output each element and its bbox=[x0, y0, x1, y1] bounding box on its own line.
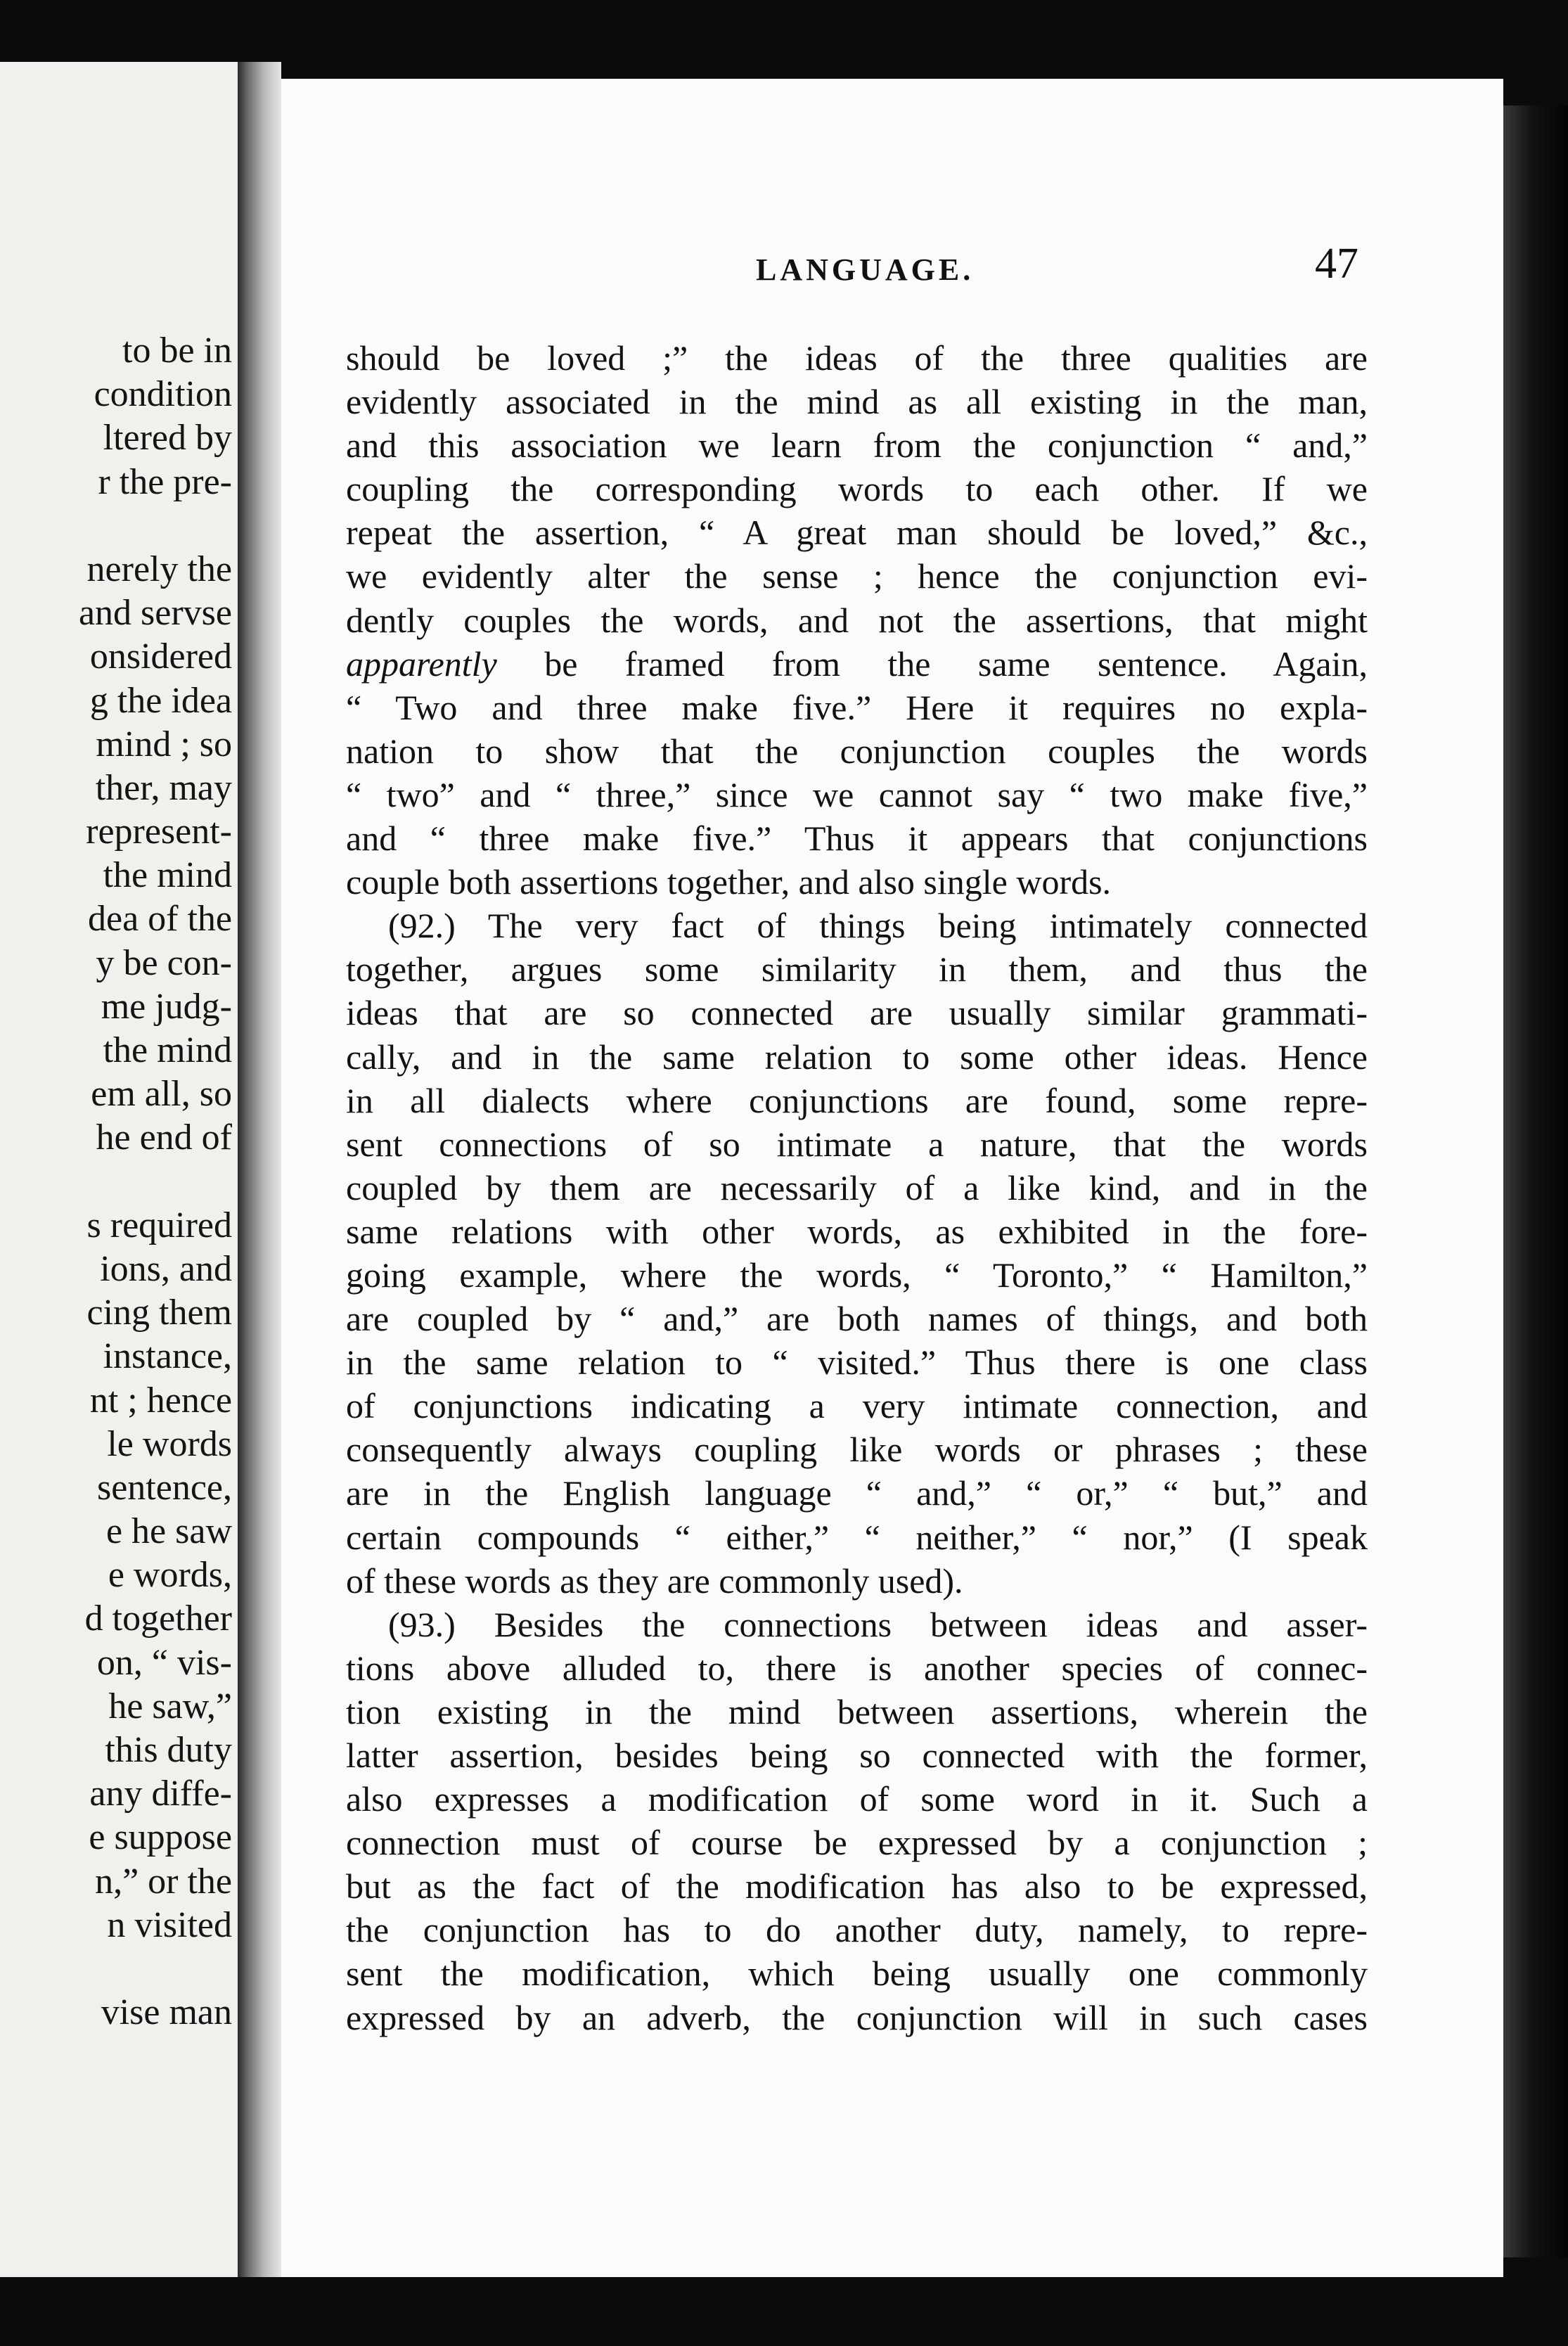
text-line: of these words as they are commonly used). bbox=[346, 1560, 963, 1601]
text-line: should be loved ;” the ideas of the three qualities are bbox=[346, 338, 1368, 378]
facing-page-line: the mind bbox=[103, 1030, 232, 1070]
text-line: dently couples the words, and not the assertions, that might bbox=[346, 600, 1368, 640]
text-line: same relations with other words, as exhibited in the fore- bbox=[346, 1211, 1368, 1251]
text-line: ideas that are so connected are usually similar grammati- bbox=[346, 993, 1368, 1033]
text-line: connection must of course be expressed by a conjunction ; bbox=[346, 1823, 1368, 1863]
facing-page-line: s required bbox=[86, 1205, 232, 1245]
facing-page-line: to be in bbox=[122, 331, 232, 371]
facing-page-line: on, “ vis- bbox=[96, 1642, 232, 1683]
book-gutter bbox=[238, 62, 281, 2277]
page-number: 47 bbox=[1315, 240, 1358, 288]
facing-page-line: he end of bbox=[96, 1117, 232, 1158]
text-line: together, argues some similarity in them, and thus the bbox=[346, 949, 1368, 989]
facing-page-line: le words bbox=[107, 1423, 232, 1464]
facing-page-line: condition bbox=[94, 374, 232, 415]
text-line: and this association we learn from the conjunction “ and,” bbox=[346, 425, 1368, 466]
line-text: be framed from the same sentence. Again, bbox=[496, 643, 1368, 684]
facing-page-text bbox=[0, 329, 232, 2034]
facing-page-line: d together bbox=[84, 1598, 232, 1639]
text-line: (93.) Besides the connections between ideas and asser- bbox=[388, 1604, 1368, 1644]
text-line: coupling the corresponding words to each other. If we bbox=[346, 469, 1368, 509]
text-line: “ two” and “ three,” since we cannot say “ two make five,” bbox=[346, 774, 1368, 814]
facing-page-line: vise man bbox=[101, 1992, 232, 2033]
text-line: going example, where the words, “ Toronto,” “ Hamilton,” bbox=[346, 1255, 1368, 1295]
text-line: but as the fact of the modification has also to be expressed, bbox=[346, 1866, 1368, 1906]
text-line: tion existing in the mind between assertions, wherein the bbox=[346, 1691, 1368, 1731]
facing-page-line: g the idea bbox=[89, 680, 232, 721]
facing-page-line: and servse bbox=[78, 593, 232, 634]
facing-page-line: the mind bbox=[103, 855, 232, 896]
text-line: expressed by an adverb, the conjunction will in such cases bbox=[346, 1997, 1368, 2037]
text-line: sent the modification, which being usually one commonly bbox=[346, 1954, 1368, 1994]
facing-page-line: any diffe- bbox=[89, 1774, 232, 1814]
facing-page bbox=[0, 62, 238, 2277]
facing-page-line: instance, bbox=[103, 1336, 232, 1377]
facing-page-line bbox=[0, 504, 232, 548]
facing-page-line: ltered by bbox=[103, 418, 232, 459]
text-line bbox=[346, 642, 1368, 686]
facing-page-line: y be con- bbox=[96, 942, 232, 983]
facing-page-line: mind ; so bbox=[96, 724, 232, 764]
text-line: are coupled by “ and,” are both names of things, and both bbox=[346, 1299, 1368, 1339]
text-line: couple both assertions together, and also single words. bbox=[346, 862, 1112, 902]
facing-page-line: ther, may bbox=[95, 767, 232, 808]
text-line: in all dialects where conjunctions are found, some repre- bbox=[346, 1080, 1368, 1120]
text-line: and “ three make five.” Thus it appears that conjunctions bbox=[346, 819, 1368, 859]
facing-page-line: e words, bbox=[108, 1555, 232, 1596]
text-line: latter assertion, besides being so connected with the former, bbox=[346, 1736, 1368, 1775]
facing-page-line bbox=[0, 1947, 232, 1991]
facing-page-line bbox=[0, 1160, 232, 1204]
text-line: of conjunctions indicating a very intimate connection, and bbox=[346, 1386, 1368, 1426]
text-line: (92.) The very fact of things being intimately connected bbox=[388, 906, 1368, 946]
text-line: the conjunction has to do another duty, namely, to repre- bbox=[346, 1910, 1368, 1950]
facing-page-line: onsidered bbox=[89, 636, 232, 677]
facing-page-line: n visited bbox=[107, 1904, 232, 1945]
text-line: are in the English language “ and,” “ or,” “ but,” and bbox=[346, 1473, 1368, 1513]
text-line: also expresses a modification of some word in it. Such a bbox=[346, 1779, 1368, 1819]
text-line: tions above alluded to, there is another species of connec- bbox=[346, 1648, 1368, 1688]
text-line: we evidently alter the sense ; hence the conjunction evi- bbox=[346, 556, 1368, 596]
facing-page-line: represent- bbox=[86, 812, 232, 852]
text-line: in the same relation to “ visited.” Thus there is one class bbox=[346, 1342, 1368, 1383]
facing-page-line: ions, and bbox=[100, 1248, 232, 1289]
body-text bbox=[346, 336, 1368, 2039]
facing-page-line: he saw,” bbox=[108, 1686, 232, 1726]
page-edge bbox=[1503, 105, 1568, 2257]
text-line: nation to show that the conjunction couples the words bbox=[346, 731, 1368, 771]
italic-word: apparently bbox=[346, 643, 497, 684]
text-line: consequently always coupling like words or phrases ; these bbox=[346, 1430, 1368, 1470]
text-line: certain compounds “ either,” “ neither,” “ nor,” (I speak bbox=[346, 1517, 1368, 1557]
facing-page-line: em all, so bbox=[91, 1074, 232, 1115]
facing-page-line: r the pre- bbox=[98, 461, 232, 502]
facing-page-line: nt ; hence bbox=[89, 1380, 232, 1421]
facing-page-line: e suppose bbox=[89, 1817, 232, 1858]
facing-page-line: sentence, bbox=[96, 1467, 232, 1508]
facing-page-line: nerely the bbox=[86, 549, 232, 589]
text-line: cally, and in the same relation to some other ideas. Hence bbox=[346, 1037, 1368, 1077]
text-line: repeat the assertion, “ A great man should be loved,” &c., bbox=[346, 513, 1368, 553]
facing-page-line: e he saw bbox=[105, 1511, 232, 1552]
facing-page-line: this duty bbox=[105, 1730, 232, 1770]
facing-page-line: dea of the bbox=[87, 899, 232, 940]
facing-page-line: n,” or the bbox=[95, 1861, 232, 1902]
text-line: sent connections of so intimate a nature, that the words bbox=[346, 1124, 1368, 1164]
text-line: evidently associated in the mind as all existing in the man, bbox=[346, 382, 1368, 422]
text-line: coupled by them are necessarily of a like kind, and in the bbox=[346, 1167, 1368, 1207]
facing-page-line: cing them bbox=[86, 1293, 232, 1333]
facing-page-line: me judg- bbox=[101, 986, 232, 1027]
text-line: “ Two and three make five.” Here it requires no expla- bbox=[346, 687, 1368, 727]
running-head: LANGUAGE. bbox=[756, 252, 975, 287]
